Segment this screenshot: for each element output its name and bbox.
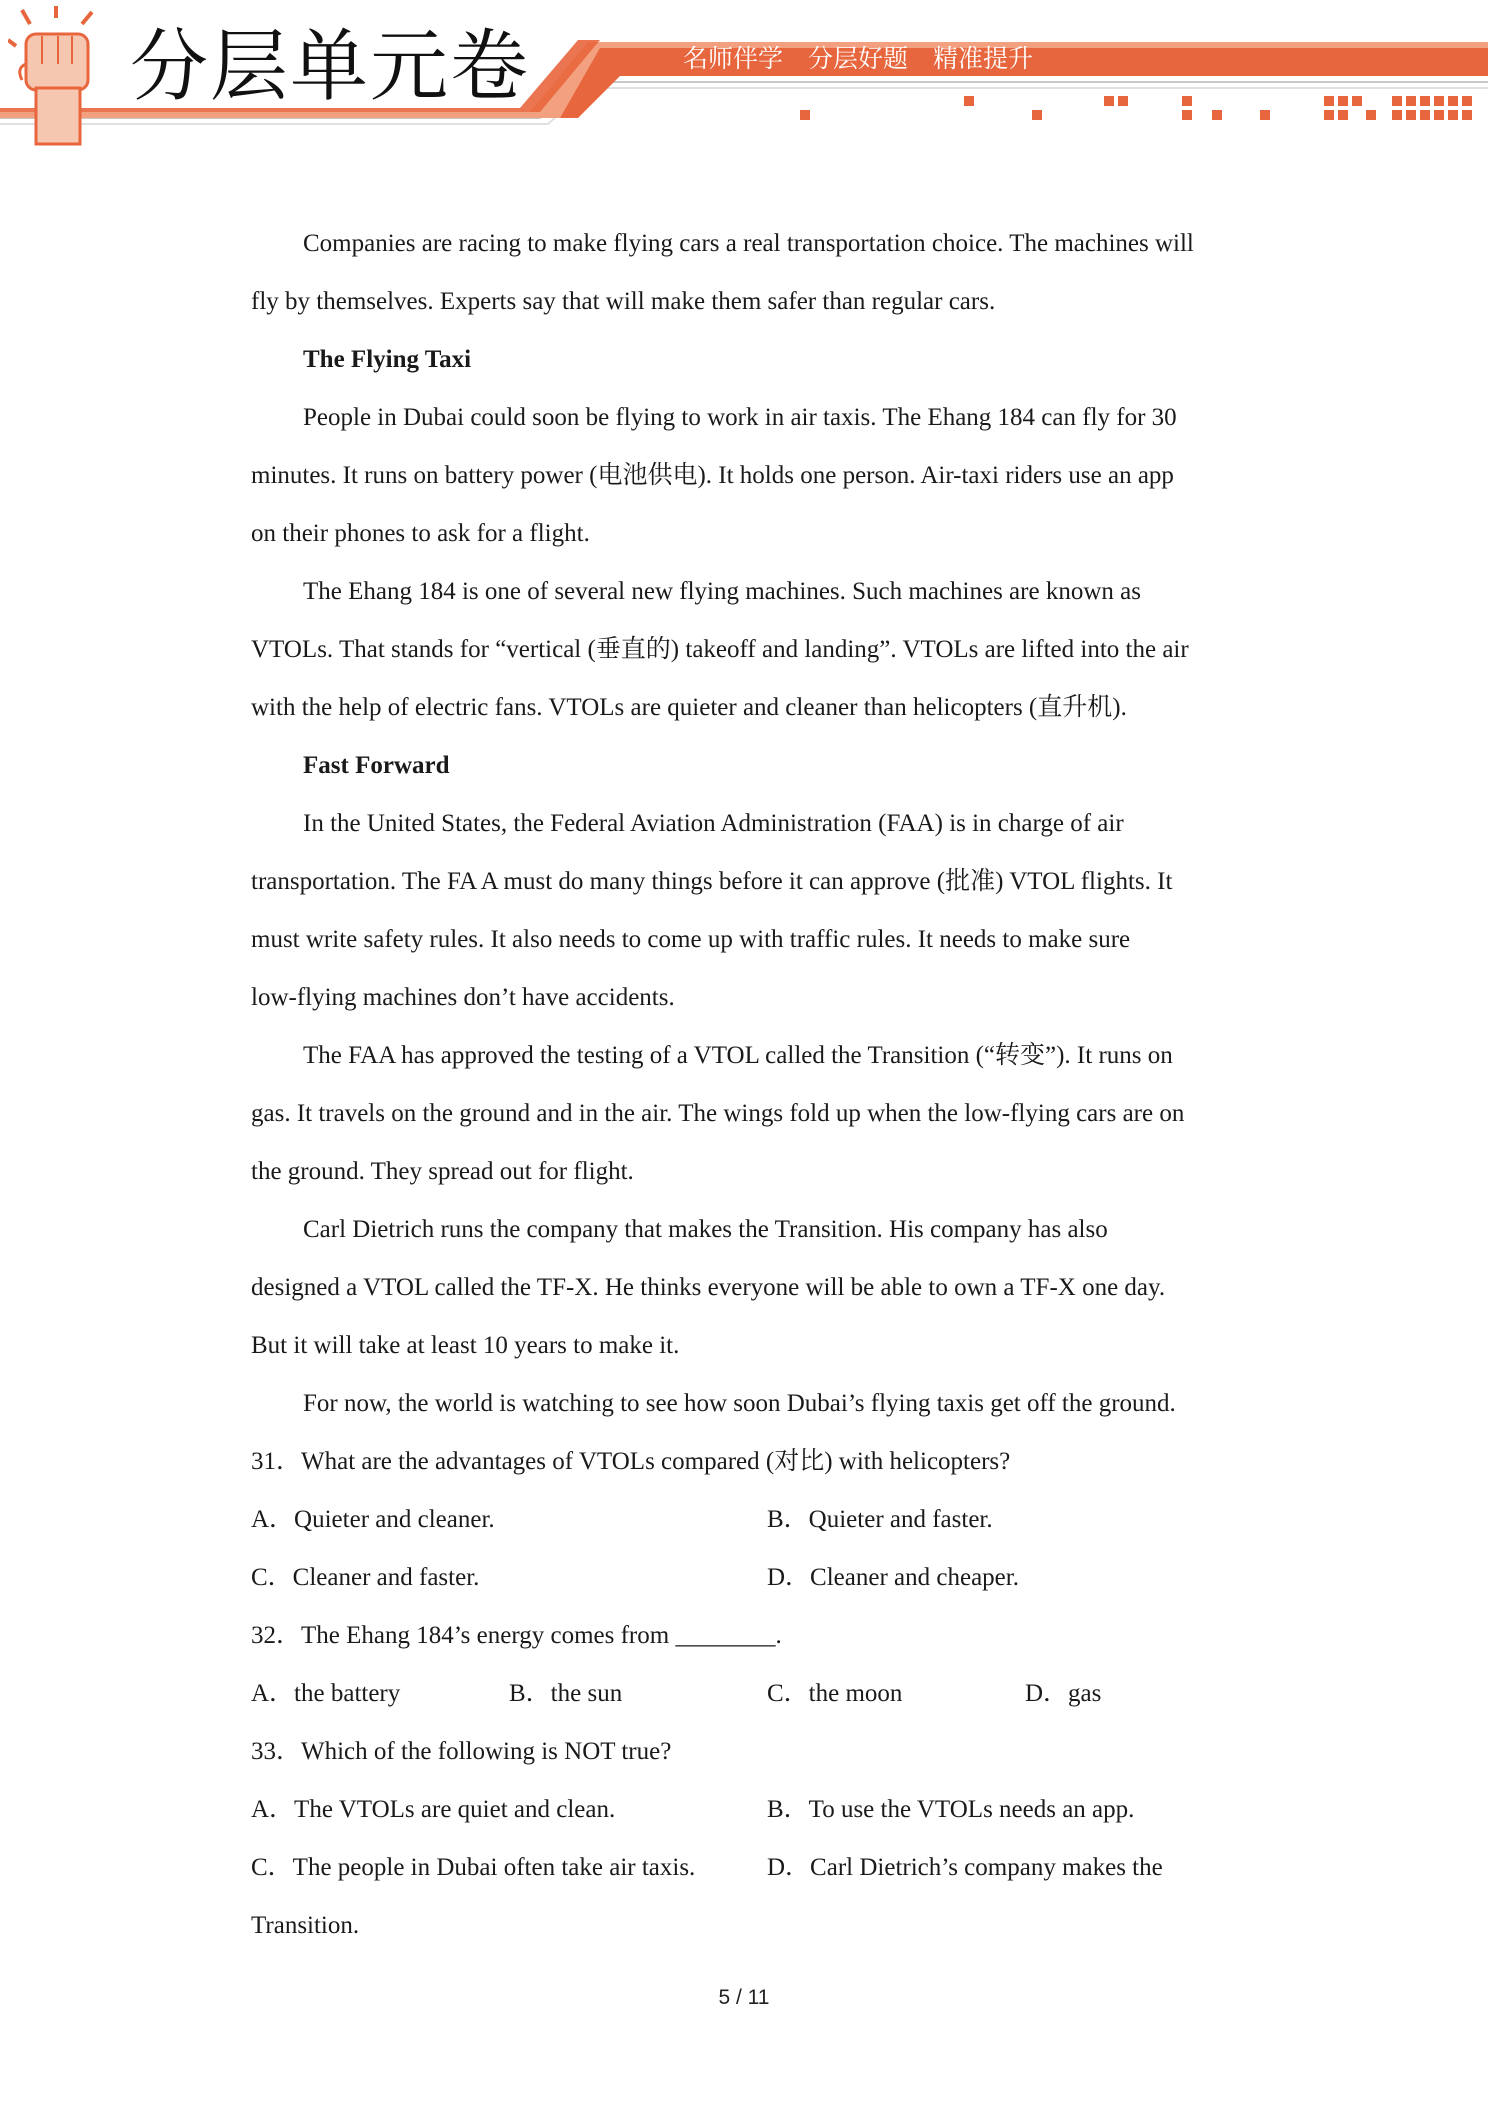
passage-line: designed a VTOL called the TF-X. He thinks everyone will be able to own a TF-X one day. xyxy=(251,1274,1166,1301)
passage-line: For now, the world is watching to see how soon Dubai’s flying taxis get off the ground. xyxy=(303,1390,1176,1417)
slogan-3: 精准提升 xyxy=(933,44,1034,73)
passage-line: But it will take at least 10 years to make it. xyxy=(251,1332,680,1359)
passage-line: minutes. It runs on battery power (电池供电). It holds one person. Air-taxi riders use an app xyxy=(251,462,1174,489)
passage-line: fly by themselves. Experts say that will make them safer than regular cars. xyxy=(251,288,996,315)
question-32-option-a: A．the battery xyxy=(251,1680,401,1707)
passage-line: transportation. The FA A must do many things before it can approve (批准) VTOL flights. It xyxy=(251,868,1173,895)
slogan-1: 名师伴学 xyxy=(683,44,784,73)
passage-line: Companies are racing to make flying cars a real transportation choice. The machines will xyxy=(303,230,1194,257)
question-32-option-b: B．the sun xyxy=(509,1680,623,1707)
passage-line: with the help of electric fans. VTOLs are quieter and cleaner than helicopters (直升机). xyxy=(251,694,1127,721)
passage-line: VTOLs. That stands for “vertical (垂直的) takeoff and landing”. VTOLs are lifted into the air xyxy=(251,636,1189,663)
question-32-option-c: C．the moon xyxy=(767,1680,903,1707)
question-33-option-d-continuation: Transition. xyxy=(251,1912,360,1939)
decorative-squares xyxy=(0,0,1488,150)
passage-line: People in Dubai could soon be flying to work in air taxis. The Ehang 184 can fly for 30 xyxy=(303,404,1177,431)
question-33-option-d: D．Carl Dietrich’s company makes the xyxy=(767,1854,1163,1881)
question-31-stem: 31．What are the advantages of VTOLs compared (对比) with helicopters? xyxy=(251,1448,1011,1475)
section-heading-fast-forward: Fast Forward xyxy=(303,752,450,779)
passage-line: must write safety rules. It also needs to come up with traffic rules. It needs to make sure xyxy=(251,926,1131,953)
passage-line: on their phones to ask for a flight. xyxy=(251,520,590,547)
section-heading-flying-taxi: The Flying Taxi xyxy=(303,346,472,373)
question-31-option-b: B．Quieter and faster. xyxy=(767,1506,993,1533)
question-33-option-c: C．The people in Dubai often take air taxis. xyxy=(251,1854,696,1881)
passage-line: In the United States, the Federal Aviation Administration (FAA) is in charge of air xyxy=(303,810,1124,837)
passage-line: gas. It travels on the ground and in the air. The wings fold up when the low-flying cars are on xyxy=(251,1100,1185,1127)
slogan-2: 分层好题 xyxy=(808,44,909,73)
page-header xyxy=(0,0,1488,150)
question-33-option-a: A．The VTOLs are quiet and clean. xyxy=(251,1796,616,1823)
question-32-stem: 32．The Ehang 184’s energy comes from ________. xyxy=(251,1622,782,1649)
passage-line: The FAA has approved the testing of a VTOL called the Transition (“转变”). It runs on xyxy=(303,1042,1173,1069)
question-32-option-d: D．gas xyxy=(1025,1680,1102,1707)
passage-line: The Ehang 184 is one of several new flying machines. Such machines are known as xyxy=(303,578,1141,605)
page-number: 5 / 11 xyxy=(718,1986,770,2009)
passage-line: Carl Dietrich runs the company that makes the Transition. His company has also xyxy=(303,1216,1108,1243)
question-31-option-a: A．Quieter and cleaner. xyxy=(251,1506,495,1533)
question-31-option-d: D．Cleaner and cheaper. xyxy=(767,1564,1019,1591)
brand-title: 分层单元卷 xyxy=(130,22,531,112)
question-31-option-c: C．Cleaner and faster. xyxy=(251,1564,480,1591)
passage-line: low-flying machines don’t have accidents. xyxy=(251,984,675,1011)
question-33-option-b: B．To use the VTOLs needs an app. xyxy=(767,1796,1135,1823)
passage-line: the ground. They spread out for flight. xyxy=(251,1158,634,1185)
question-33-stem: 33．Which of the following is NOT true? xyxy=(251,1738,672,1765)
